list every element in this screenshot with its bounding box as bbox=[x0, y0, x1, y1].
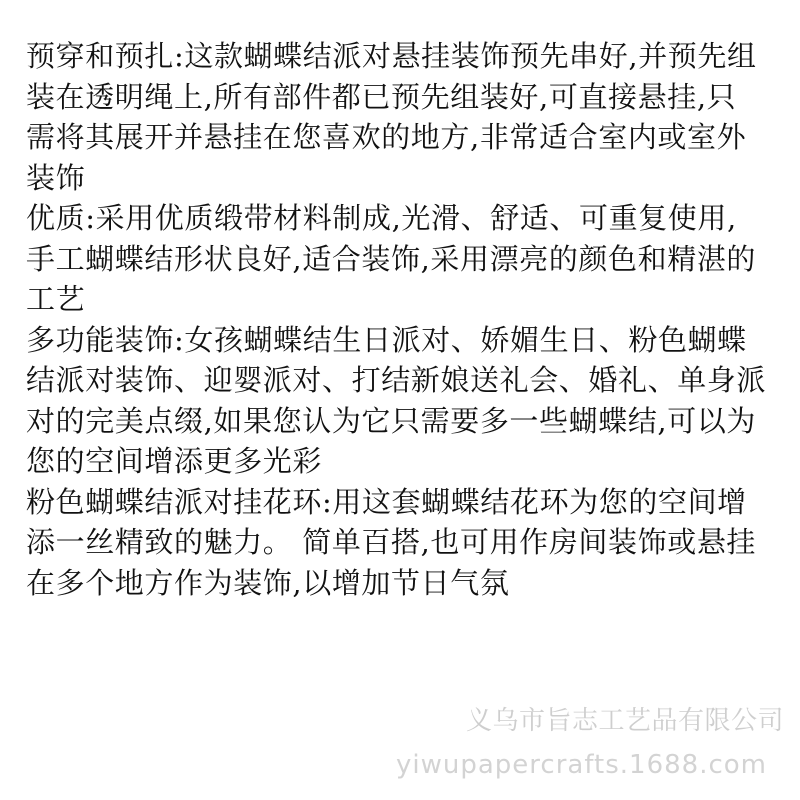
text-line: 装饰 bbox=[26, 160, 86, 195]
text-line: 多功能装饰:女孩蝴蝶结生日派对、娇媚生日、粉色蝴蝶 bbox=[26, 322, 747, 357]
paragraph-quality bbox=[26, 198, 778, 320]
text-line: 优质:采用优质缎带材料制成,光滑、舒适、可重复使用, bbox=[26, 201, 737, 235]
text-line: 粉色蝴蝶结派对挂花环:用这套蝴蝶结花环为您的空间增 bbox=[26, 484, 747, 519]
text-line: 预穿和预扎:这款蝴蝶结派对悬挂装饰预先串好,并预先组 bbox=[26, 39, 757, 73]
product-description bbox=[26, 36, 778, 603]
text-line: 在多个地方作为装饰,以增加节日气氛 bbox=[26, 565, 510, 600]
text-line: 手工蝴蝶结形状良好,适合装饰,采用漂亮的颜色和精湛的 bbox=[26, 241, 757, 276]
text-line: 添一丝精致的魅力。 简单百搭,也可用作房间装饰或悬挂 bbox=[26, 525, 757, 559]
watermark-site: yiwupapercrafts.1688.com bbox=[396, 750, 767, 780]
paragraph-pre-strung bbox=[26, 36, 778, 198]
text-line: 对的完美点缀,如果您认为它只需要多一些蝴蝶结,可以为 bbox=[26, 403, 757, 438]
text-line: 需将其展开并悬挂在您喜欢的地方,非常适合室内或室外 bbox=[26, 120, 747, 154]
text-line: 装在透明绳上,所有部件都已预先组装好,可直接悬挂,只 bbox=[26, 79, 737, 114]
text-line: 结派对装饰、迎婴派对、打结新娘送礼会、婚礼、单身派 bbox=[26, 363, 767, 397]
text-line: 您的空间增添更多光彩 bbox=[26, 444, 323, 478]
paragraph-garland bbox=[26, 482, 778, 604]
paragraph-multipurpose bbox=[26, 320, 778, 482]
watermark-company: 义乌市旨志工艺品有限公司 bbox=[466, 706, 785, 736]
text-line: 工艺 bbox=[26, 282, 86, 316]
